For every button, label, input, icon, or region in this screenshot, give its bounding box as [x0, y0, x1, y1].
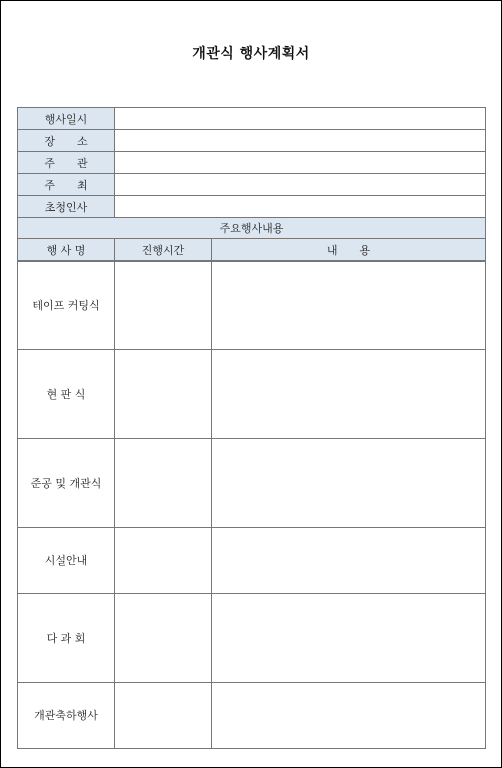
event-time-field[interactable] [115, 593, 212, 682]
section-header: 주요행사내용 [18, 218, 486, 239]
info-value-field[interactable] [115, 108, 486, 130]
column-header-event-name: 행 사 명 [18, 239, 115, 262]
event-content-field[interactable] [212, 527, 486, 593]
table-row [18, 593, 486, 682]
event-time-field[interactable] [115, 261, 212, 349]
event-content-field[interactable] [212, 593, 486, 682]
table-row [18, 682, 486, 748]
event-time-field[interactable] [115, 527, 212, 593]
event-content-field[interactable] [212, 261, 486, 349]
event-content-field[interactable] [212, 682, 486, 748]
info-value-field[interactable] [115, 130, 486, 152]
event-name: 현 판 식 [18, 349, 115, 438]
info-row-organizer [18, 152, 486, 174]
column-header-time: 진행시간 [115, 239, 212, 262]
document-title: 개관식 행사계획서 [192, 46, 310, 62]
event-name: 준공 및 개관식 [18, 438, 115, 527]
info-value-field[interactable] [115, 152, 486, 174]
section-header-row [18, 218, 486, 239]
event-name: 다 과 회 [18, 593, 115, 682]
table-row [18, 438, 486, 527]
column-header-content: 내 용 [212, 239, 486, 262]
event-plan-table [17, 107, 486, 749]
info-label: 초청인사 [18, 196, 115, 218]
info-label: 장 소 [18, 130, 115, 152]
event-content-field[interactable] [212, 349, 486, 438]
event-content-field[interactable] [212, 438, 486, 527]
event-time-field[interactable] [115, 349, 212, 438]
info-row-place [18, 130, 486, 152]
info-row-host [18, 174, 486, 196]
table-row [18, 349, 486, 438]
info-label: 주 최 [18, 174, 115, 196]
table-row [18, 261, 486, 349]
event-time-field[interactable] [115, 682, 212, 748]
event-name: 테이프 커팅식 [18, 261, 115, 349]
info-label: 행사일시 [18, 108, 115, 130]
info-value-field[interactable] [115, 174, 486, 196]
event-name: 개관축하행사 [18, 682, 115, 748]
column-header-row [18, 239, 486, 262]
event-time-field[interactable] [115, 438, 212, 527]
table-row [18, 527, 486, 593]
info-row-guests [18, 196, 486, 218]
info-value-field[interactable] [115, 196, 486, 218]
event-name: 시설안내 [18, 527, 115, 593]
info-label: 주 관 [18, 152, 115, 174]
info-row-date [18, 108, 486, 130]
